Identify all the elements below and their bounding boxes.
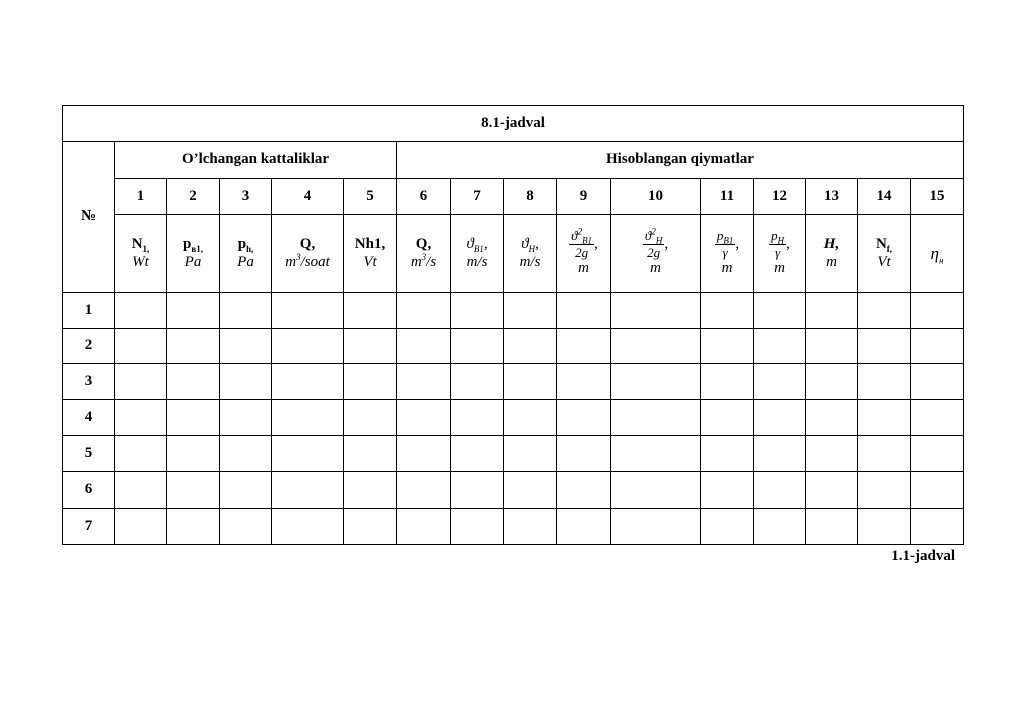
- table-cell[interactable]: [806, 436, 858, 472]
- table-cell[interactable]: [344, 436, 397, 472]
- row-number: 3: [63, 364, 115, 400]
- table-cell[interactable]: [115, 400, 167, 436]
- table-cell[interactable]: [115, 293, 167, 329]
- unit-cell-13: H, m: [806, 215, 858, 293]
- table-cell[interactable]: [397, 293, 451, 329]
- table-cell[interactable]: [504, 472, 557, 509]
- unit-cell-10: $\frac{ϑ^2_H}{2g}$ , m: [611, 215, 701, 293]
- row-number: 2: [63, 329, 115, 364]
- row-number: 4: [63, 400, 115, 436]
- col-number: 7: [451, 179, 504, 215]
- table-cell[interactable]: [611, 293, 701, 329]
- units-row: [63, 215, 964, 293]
- group-measured-header: O’lchangan kattaliklar: [115, 142, 397, 179]
- col-number: 13: [806, 179, 858, 215]
- table-cell[interactable]: [344, 293, 397, 329]
- table-cell[interactable]: [911, 364, 964, 400]
- col-number: 4: [272, 179, 344, 215]
- table-cell[interactable]: [272, 400, 344, 436]
- table-cell[interactable]: [167, 509, 220, 545]
- table-cell[interactable]: [167, 400, 220, 436]
- table-cell[interactable]: [611, 400, 701, 436]
- table-cell[interactable]: [504, 364, 557, 400]
- table-cell[interactable]: [272, 509, 344, 545]
- table-cell[interactable]: [344, 472, 397, 509]
- table-cell[interactable]: [701, 400, 754, 436]
- unit-cell-15: $\eta_н$: [911, 215, 964, 293]
- table-cell[interactable]: [167, 329, 220, 364]
- table-cell[interactable]: [167, 436, 220, 472]
- table-row: [63, 329, 964, 364]
- table-cell[interactable]: [911, 472, 964, 509]
- table-cell[interactable]: [858, 364, 911, 400]
- table-cell[interactable]: [504, 400, 557, 436]
- row-number: 7: [63, 509, 115, 545]
- table-cell[interactable]: [220, 472, 272, 509]
- row-number: 1: [63, 293, 115, 329]
- table-row: [63, 472, 964, 509]
- table-cell[interactable]: [220, 509, 272, 545]
- table-cell[interactable]: [220, 293, 272, 329]
- table-cell[interactable]: [557, 329, 611, 364]
- table-cell[interactable]: [167, 364, 220, 400]
- table-cell[interactable]: [858, 329, 911, 364]
- table-cell[interactable]: [397, 509, 451, 545]
- unit-cell-12: $\frac{p_H}{\gamma}$ , m: [754, 215, 806, 293]
- table-cell[interactable]: [611, 472, 701, 509]
- table-cell[interactable]: [272, 293, 344, 329]
- table-cell[interactable]: [115, 509, 167, 545]
- unit-cell-4: Q, $m^3$/soat: [272, 215, 344, 293]
- table-cell[interactable]: [557, 400, 611, 436]
- col-number: 10: [611, 179, 701, 215]
- table-cell[interactable]: [911, 329, 964, 364]
- table-cell[interactable]: [754, 436, 806, 472]
- table-cell[interactable]: [451, 436, 504, 472]
- table-cell[interactable]: [220, 364, 272, 400]
- table-cell[interactable]: [911, 436, 964, 472]
- col-number: 14: [858, 179, 911, 215]
- unit-cell-1: $N_{1,}$ Wt: [115, 215, 167, 293]
- table-cell[interactable]: [754, 293, 806, 329]
- table-cell[interactable]: [115, 436, 167, 472]
- table-cell[interactable]: [806, 509, 858, 545]
- unit-cell-6: Q, $m^3/s$: [397, 215, 451, 293]
- table-cell[interactable]: [115, 364, 167, 400]
- row-number-header: №: [63, 142, 115, 293]
- unit-cell-8: $ϑ_H$, m/s: [504, 215, 557, 293]
- unit-cell-7: $ϑ_{B1}$, m/s: [451, 215, 504, 293]
- table-cell[interactable]: [611, 509, 701, 545]
- table-cell[interactable]: [754, 364, 806, 400]
- unit-cell-9: $\frac{ϑ^2_{B1}}{2g}$ , m: [557, 215, 611, 293]
- table-cell[interactable]: [451, 329, 504, 364]
- table-cell[interactable]: [451, 400, 504, 436]
- table-cell[interactable]: [611, 364, 701, 400]
- table-row: [63, 436, 964, 472]
- table-cell[interactable]: [397, 400, 451, 436]
- table-cell[interactable]: [858, 293, 911, 329]
- col-number: 1: [115, 179, 167, 215]
- table-cell[interactable]: [754, 509, 806, 545]
- table-cell[interactable]: [451, 472, 504, 509]
- table-cell[interactable]: [115, 329, 167, 364]
- table-cell[interactable]: [220, 400, 272, 436]
- table-row: [63, 293, 964, 329]
- table-cell[interactable]: [272, 364, 344, 400]
- table-cell[interactable]: [858, 509, 911, 545]
- table-cell[interactable]: [858, 472, 911, 509]
- group-calculated-header: Hisoblangan qiymatlar: [397, 142, 964, 179]
- table-cell[interactable]: [754, 329, 806, 364]
- col-number: 5: [344, 179, 397, 215]
- table-row: [63, 400, 964, 436]
- col-number: 12: [754, 179, 806, 215]
- col-number: 11: [701, 179, 754, 215]
- table-cell[interactable]: [167, 472, 220, 509]
- table-cell[interactable]: [451, 364, 504, 400]
- table-cell[interactable]: [911, 509, 964, 545]
- table-cell[interactable]: [701, 509, 754, 545]
- col-number: 15: [911, 179, 964, 215]
- table-cell[interactable]: [397, 364, 451, 400]
- table-cell[interactable]: [557, 436, 611, 472]
- table-cell[interactable]: [504, 293, 557, 329]
- table-cell[interactable]: [557, 364, 611, 400]
- table-row: [63, 364, 964, 400]
- row-number: 5: [63, 436, 115, 472]
- table-cell[interactable]: [397, 329, 451, 364]
- table-cell[interactable]: [701, 293, 754, 329]
- table-cell[interactable]: [806, 329, 858, 364]
- table-cell[interactable]: [504, 509, 557, 545]
- data-table: [62, 105, 964, 545]
- table-cell[interactable]: [701, 472, 754, 509]
- unit-cell-5: Nh1, Vt: [344, 215, 397, 293]
- table-cell[interactable]: [806, 364, 858, 400]
- table-cell[interactable]: [806, 472, 858, 509]
- table-cell[interactable]: [504, 329, 557, 364]
- table-cell[interactable]: [272, 329, 344, 364]
- row-number: 6: [63, 472, 115, 509]
- table-cell[interactable]: [451, 509, 504, 545]
- col-number: 2: [167, 179, 220, 215]
- table-cell[interactable]: [451, 293, 504, 329]
- table-cell[interactable]: [344, 329, 397, 364]
- table-cell[interactable]: [272, 472, 344, 509]
- unit-cell-2: $p_{в1,}$ Pa: [167, 215, 220, 293]
- unit-cell-3: $p_{h,}$ Pa: [220, 215, 272, 293]
- table-cell[interactable]: [701, 329, 754, 364]
- table-cell[interactable]: [272, 436, 344, 472]
- table-cell[interactable]: [397, 436, 451, 472]
- table-cell[interactable]: [344, 509, 397, 545]
- table-cell[interactable]: [167, 293, 220, 329]
- table-cell[interactable]: [858, 400, 911, 436]
- table-cell[interactable]: [754, 400, 806, 436]
- table-cell[interactable]: [701, 436, 754, 472]
- table-cell[interactable]: [344, 400, 397, 436]
- table-cell[interactable]: [806, 293, 858, 329]
- table-cell[interactable]: [806, 400, 858, 436]
- unit-cell-11: $\frac{p_{B1}}{\gamma}$ , m: [701, 215, 754, 293]
- col-number: 8: [504, 179, 557, 215]
- bottom-caption: 1.1-jadval: [891, 548, 955, 564]
- table-cell[interactable]: [557, 509, 611, 545]
- table-cell[interactable]: [504, 436, 557, 472]
- column-number-row: [63, 179, 964, 215]
- table-cell[interactable]: [220, 329, 272, 364]
- table-cell[interactable]: [115, 472, 167, 509]
- table-cell[interactable]: [344, 364, 397, 400]
- table-cell[interactable]: [754, 472, 806, 509]
- table-cell[interactable]: [557, 293, 611, 329]
- table-cell[interactable]: [220, 436, 272, 472]
- table-row: [63, 509, 964, 545]
- unit-cell-14: $N_{f,}$ Vt: [858, 215, 911, 293]
- table-cell[interactable]: [701, 364, 754, 400]
- table-cell[interactable]: [611, 436, 701, 472]
- table-cell[interactable]: [611, 329, 701, 364]
- table-cell[interactable]: [397, 472, 451, 509]
- table-cell[interactable]: [911, 293, 964, 329]
- table-cell[interactable]: [557, 472, 611, 509]
- table-cell[interactable]: [911, 400, 964, 436]
- col-number: 9: [557, 179, 611, 215]
- col-number: 3: [220, 179, 272, 215]
- table-cell[interactable]: [858, 436, 911, 472]
- col-number: 6: [397, 179, 451, 215]
- table-caption: 8.1-jadval: [63, 106, 964, 142]
